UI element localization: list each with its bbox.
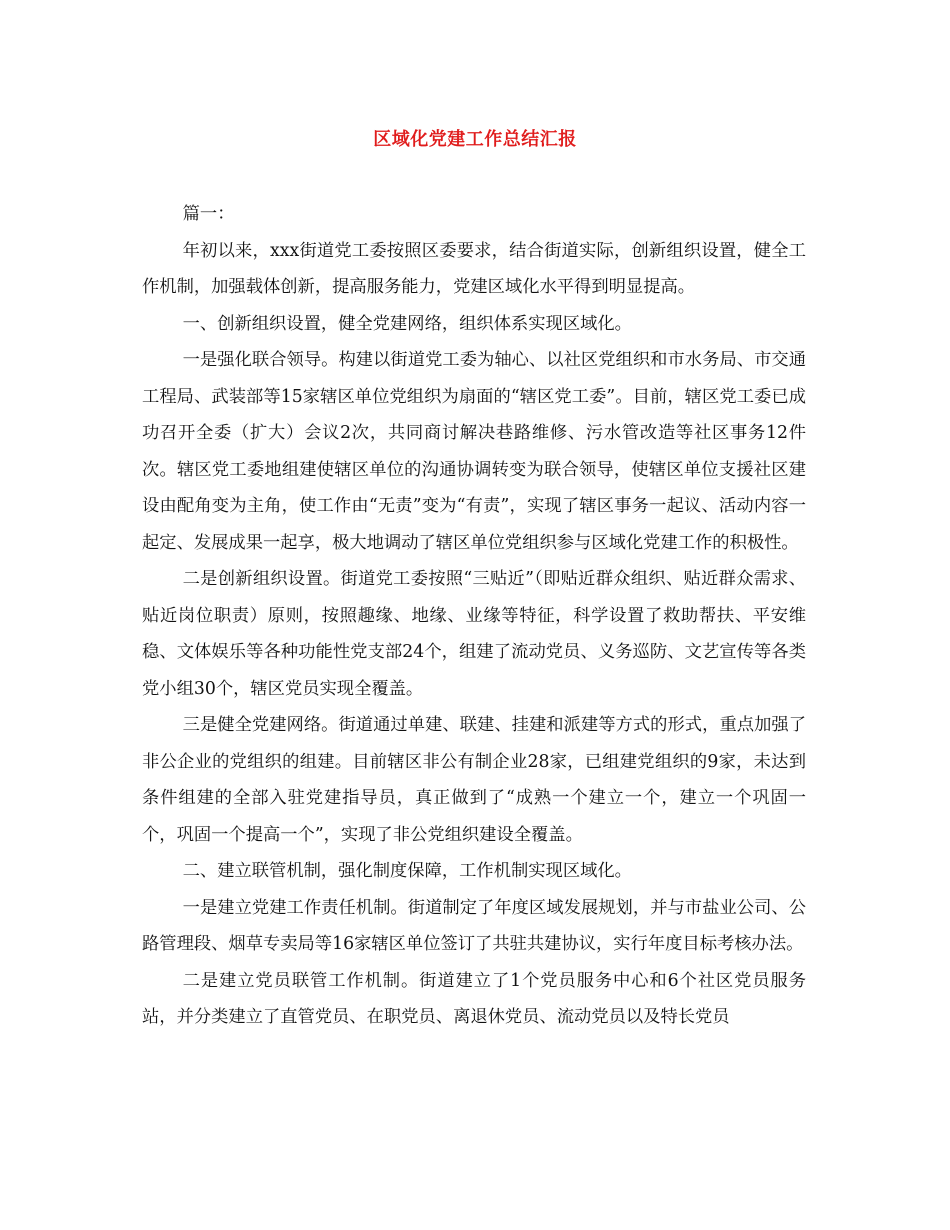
paragraph-item-1-3: 三是健全党建网络。街道通过单建、联建、挂建和派建等方式的形式，重点加强了非公企业的党组织的组建。目前辖区非公有制企业28家，已组建党组织的9家，未达到条件组建的全部入驻党建指导员，真正做到了“成熟一个建立一个，建立一个巩固一个，巩固一个提高一个”，实现了非公党组织建设全覆盖。 (142, 715, 806, 845)
paragraph-heading-1: 一、创新组织设置，健全党建网络，组织体系实现区域化。 (182, 313, 632, 334)
paragraph-heading-2: 二、建立联管机制，强化制度保障，工作机制实现区域化。 (182, 861, 632, 881)
paragraph-item-2-2: 二是建立党员联管工作机制。街道建立了1个党员服务中心和6个社区党员服务站，并分类建立了直管党员、在职党员、离退休党员、流动党员以及特长党员 (142, 970, 806, 1027)
paragraph-intro: 年初以来，xxx街道党工委按照区委要求，结合街道实际，创新组织设置，健全工作机制，加强载体创新，提高服务能力，党建区域化水平得到明显提高。 (142, 240, 806, 297)
document-title: 区域化党建工作总结汇报 (373, 129, 577, 150)
document-body (142, 196, 806, 1036)
paragraph-item-1-1: 一是强化联合领导。构建以街道党工委为轴心、以社区党组织和市水务局、市交通工程局、武装部等15家辖区单位党组织为扇面的“辖区党工委”。目前，辖区党工委已成功召开全委（扩大）会议2次，共同商讨解决巷路维修、污水管改造等社区事务12件次。辖区党工委地组建使辖区单位的沟通协调转变为联合领导，使辖区单位支援社区建设由配角变为主角，使工作由“无责”变为“有责”，实现了辖区事务一起议、活动内容一起定、发展成果一起享，极大地调动了辖区单位党组织参与区域化党建工作的积极性。 (142, 350, 806, 553)
paragraph-section-label: 篇一： (182, 204, 235, 224)
paragraph-item-2-1: 一是建立党建工作责任机制。街道制定了年度区域发展规划，并与市盐业公司、公路管理段、烟草专卖局等16家辖区单位签订了共驻共建协议，实行年度目标考核办法。 (142, 897, 806, 954)
paragraph-item-1-2: 二是创新组织设置。街道党工委按照“三贴近”（即贴近群众组织、贴近群众需求、贴近岗位职责）原则，按照趣缘、地缘、业缘等特征，科学设置了救助帮扶、平安维稳、文体娱乐等各种功能性党支部24个，组建了流动党员、义务巡防、文艺宣传等各类党小组30个，辖区党员实现全覆盖。 (142, 569, 806, 699)
